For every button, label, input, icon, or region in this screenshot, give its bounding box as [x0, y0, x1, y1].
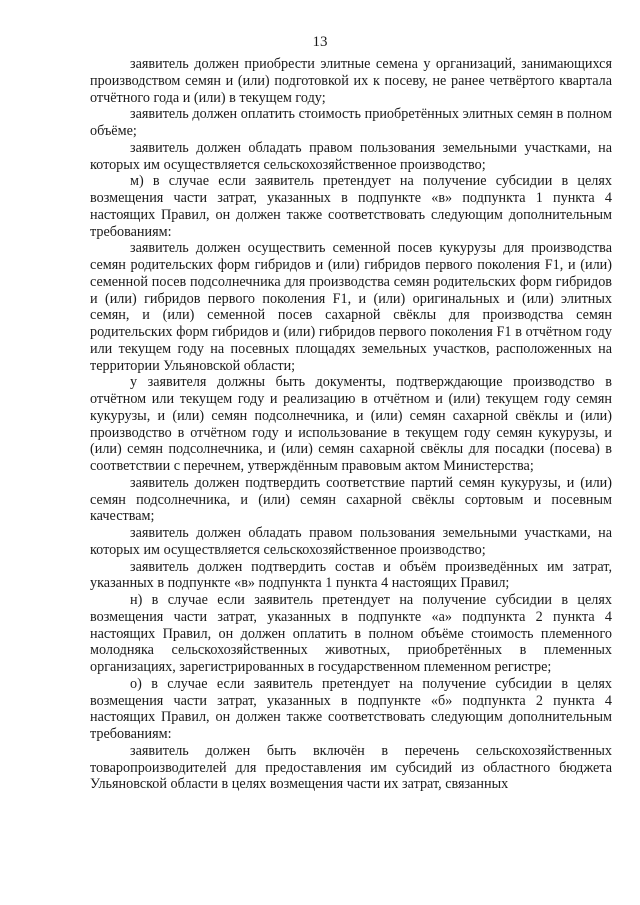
paragraph: у заявителя должны быть документы, подтверждающие производство в отчётном или текущем году и реализацию в отчётном и (или) текущем году семян кукурузы, и (или) семян подсолнечника, и (или) семян сахарной свёклы и (или) производство в отчётном году и использование в текущем году семян кукурузы, и (или) семян подсолнечника, и (или) семян сахарной свёклы для посадки (посева) в соответствии с перечнем, утверждённым правовым актом Министерства; [90, 374, 612, 474]
paragraph: заявитель должен приобрести элитные семена у организаций, занимающихся производством семян и (или) подготовкой их к посеву, не ранее четвёртого квартала отчётного года и (или) в текущем году; [90, 56, 612, 106]
paragraph: заявитель должен оплатить стоимость приобретённых элитных семян в полном объёме; [90, 106, 612, 139]
page-number: 13 [312, 34, 328, 50]
document-body [90, 56, 612, 793]
paragraph: заявитель должен быть включён в перечень сельскохозяйственных товаропроизводителей для предоставления им субсидий из областного бюджета Ульяновской области в целях возмещения части их затрат, связанных [90, 742, 612, 793]
paragraph: заявитель должен подтвердить соответствие партий семян кукурузы, и (или) семян подсолнечника, и (или) семян сахарной свёклы сортовым и посевным качествам; [90, 474, 612, 525]
paragraph: н) в случае если заявитель претендует на получение субсидии в целях возмещения части затрат, указанных в подпункте «а» подпункта 2 пункта 4 настоящих Правил, он должен оплатить в полном объёме стоимость племенного молодняка сельскохозяйственных животных, приобретённых в племенных организациях, зарегистрированных в государственном племенном регистре; [90, 592, 612, 675]
paragraph: м) в случае если заявитель претендует на получение субсидии в целях возмещения части затрат, указанных в подпункте «в» подпункта 1 пункта 4 настоящих Правил, он должен также соответствовать следующим дополнительным требованиям: [90, 173, 612, 240]
paragraph: заявитель должен подтвердить состав и объём произведённых им затрат, указанных в подпункте «в» подпункта 1 пункта 4 настоящих Правил; [90, 558, 612, 592]
paragraph: о) в случае если заявитель претендует на получение субсидии в целях возмещения части затрат, указанных в подпункте «б» подпункта 2 пункта 4 настоящих Правил, он должен также соответствовать следующим дополнительным требованиям: [90, 675, 612, 742]
paragraph: заявитель должен обладать правом пользования земельными участками, на которых им осуществляется сельскохозяйственное производство; [90, 525, 612, 558]
paragraph: заявитель должен осуществить семенной посев кукурузы для производства семян родительских форм гибридов и (или) гибридов первого поколения F1, и (или) семенной посев подсолнечника для производства семян родительских форм гибридов и (или) гибридов первого поколения F1, и (или) оригинальных и (или) элитных семян, и (или) семенной посев сахарной свёклы для производства семян родительских форм гибридов и (или) гибридов первого поколения F1 в отчётном году или текущем году на посевных площадях земельных участков, расположенных на территории Ульяновской области; [90, 240, 612, 374]
paragraph: заявитель должен обладать правом пользования земельными участками, на которых им осуществляется сельскохозяйственное производство; [90, 139, 612, 173]
